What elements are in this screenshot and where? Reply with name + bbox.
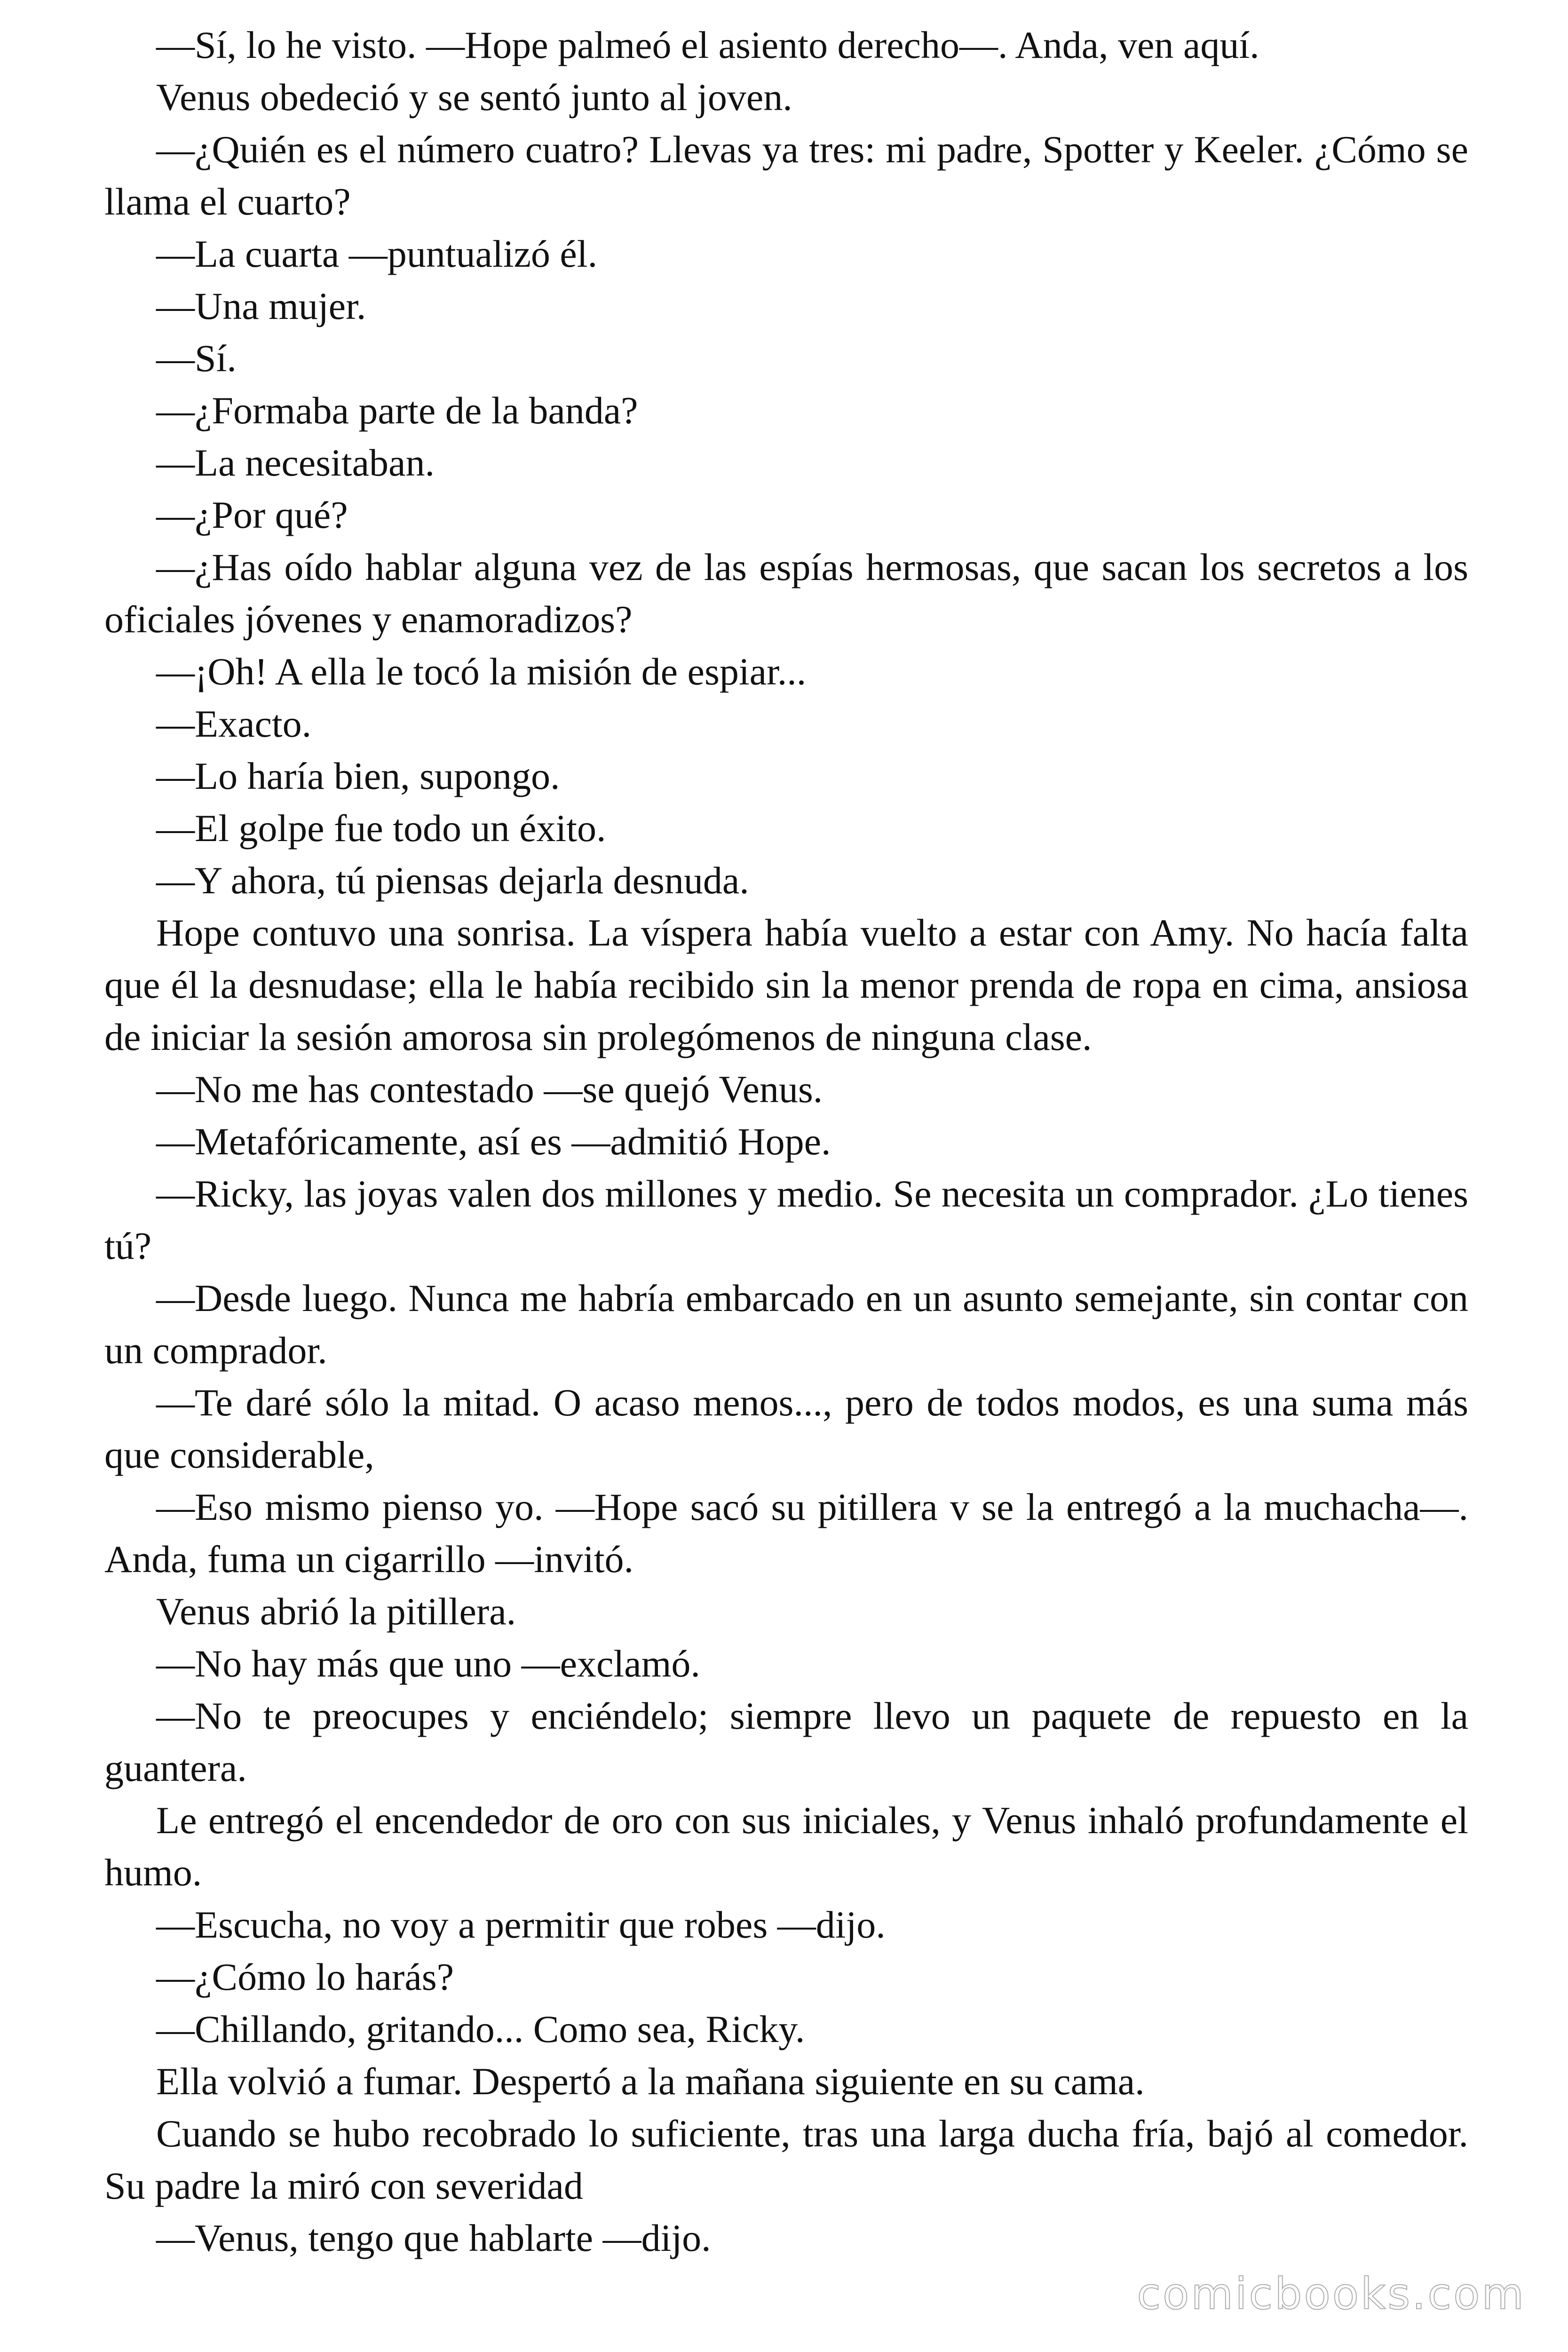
paragraph: Hope contuvo una sonrisa. La víspera había vuelto a estar con Amy. No hacía falta que él la desnudase; ella le había recibido sin la menor prenda de ropa en cima, ansiosa de iniciar la sesión amorosa sin prolegómenos de ninguna clase. — [104, 911, 1468, 1058]
paragraph: —¿Formaba parte de la banda? — [156, 389, 638, 432]
paragraph: —La necesitaban. — [156, 441, 435, 484]
paragraph: —Y ahora, tú piensas dejarla desnuda. — [156, 859, 749, 902]
paragraph: —¿Por qué? — [156, 493, 348, 536]
paragraph: —No hay más que uno —exclamó. — [156, 1642, 700, 1685]
paragraph: —¡Oh! A ella le tocó la misión de espiar... — [156, 650, 807, 693]
paragraph: Cuando se hubo recobrado lo suficiente, tras una larga ducha fría, bajó al comedor. Su padre la miró con severidad — [104, 2112, 1468, 2207]
paragraph: —Te daré sólo la mitad. O acaso menos..., pero de todos modos, es una suma más que considerable, — [104, 1381, 1468, 1476]
paragraph: —Ricky, las joyas valen dos millones y medio. Se necesita un comprador. ¿Lo tienes tú? — [104, 1172, 1468, 1267]
paragraph: —Desde luego. Nunca me habría embarcado en un asunto semejante, sin contar con un comprador. — [104, 1277, 1468, 1372]
paragraph: —Sí. — [156, 337, 237, 380]
paragraph: —Una mujer. — [156, 285, 366, 327]
paragraph: Ella volvió a fumar. Despertó a la mañana siguiente en su cama. — [156, 2060, 1145, 2103]
watermark: comicbooks.com — [1137, 2269, 1526, 2319]
paragraph: —Venus, tengo que hablarte —dijo. — [156, 2217, 711, 2259]
paragraph: —¿Quién es el número cuatro? Llevas ya tres: mi padre, Spotter y Keeler. ¿Cómo se llama el cuarto? — [104, 128, 1468, 223]
paragraph: —El golpe fue todo un éxito. — [156, 807, 606, 850]
paragraph: —No me has contestado —se quejó Venus. — [156, 1068, 823, 1111]
paragraph: —Escucha, no voy a permitir que robes —dijo. — [156, 1903, 886, 1946]
paragraph: —Lo haría bien, supongo. — [156, 755, 560, 797]
paragraph: —No te preocupes y enciéndelo; siempre llevo un paquete de repuesto en la guantera. — [104, 1694, 1468, 1789]
paragraph: —Sí, lo he visto. —Hope palmeó el asiento derecho—. Anda, ven aquí. — [156, 24, 1259, 66]
paragraph: Venus abrió la pitillera. — [156, 1590, 516, 1633]
paragraph: —Exacto. — [156, 702, 312, 745]
paragraph: —¿Cómo lo harás? — [156, 1955, 454, 1998]
paragraph: —¿Has oído hablar alguna vez de las espías hermosas, que sacan los secretos a los oficiales jóvenes y enamoradizos? — [104, 546, 1468, 641]
paragraph: —Metafóricamente, así es —admitió Hope. — [156, 1120, 831, 1163]
paragraph: —La cuarta —puntualizó él. — [156, 232, 598, 275]
paragraph: Venus obedeció y se sentó junto al joven. — [156, 76, 792, 119]
paragraph: —Eso mismo pienso yo. —Hope sacó su pitillera v se la entregó a la muchacha—. Anda, fuma un cigarrillo —invitó. — [104, 1486, 1468, 1581]
paragraph: Le entregó el encendedor de oro con sus iniciales, y Venus inhaló profundamente el humo. — [104, 1799, 1468, 1894]
book-page — [104, 19, 1468, 2258]
paragraph: —Chillando, gritando... Como sea, Ricky. — [156, 2008, 805, 2050]
